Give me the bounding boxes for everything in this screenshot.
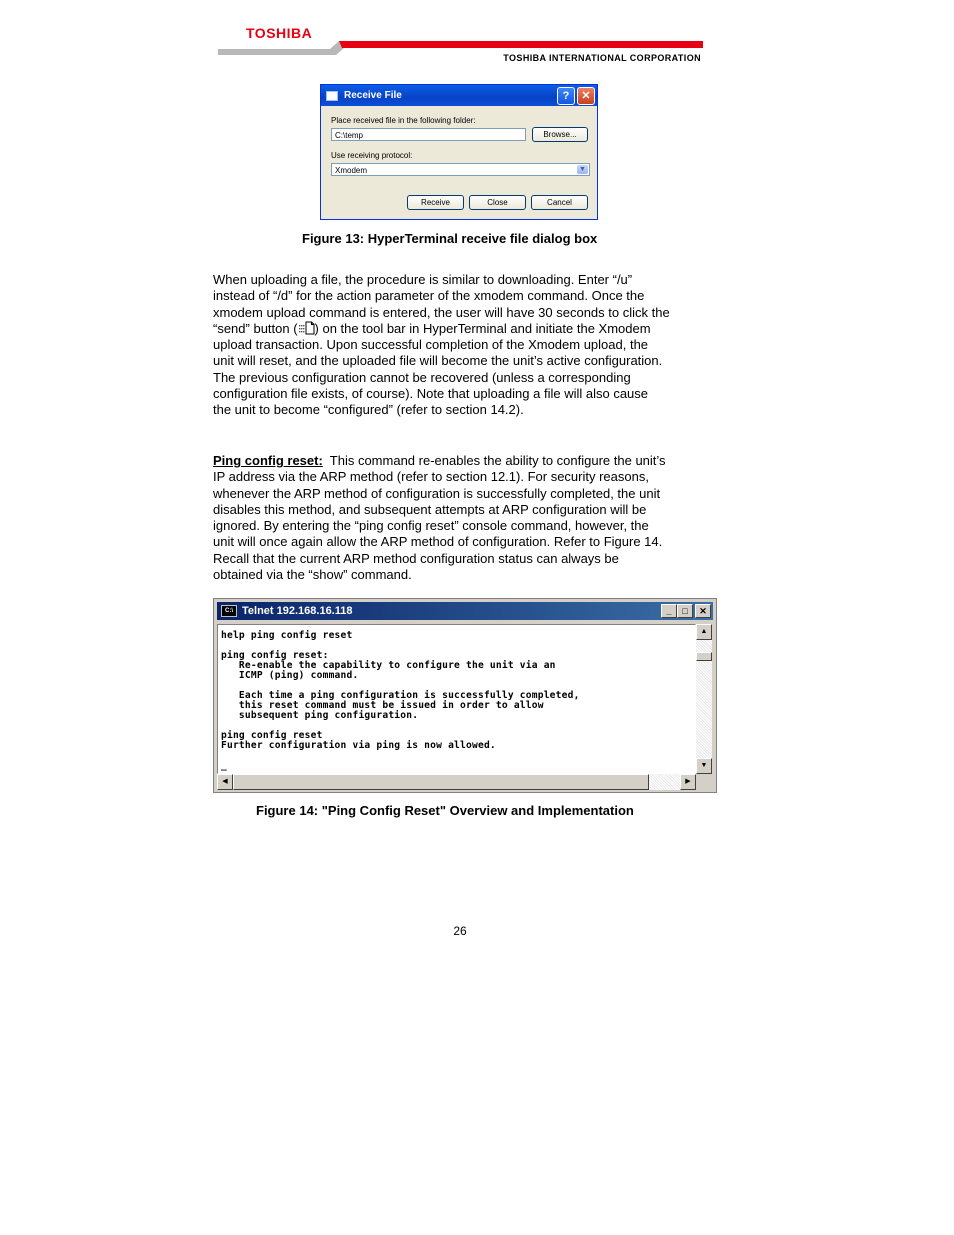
upload-paragraph [213, 272, 708, 419]
folder-input[interactable]: C:\temp [331, 128, 526, 141]
paragraph-line: upload transaction. Upon successful completion of the Xmodem upload, the [213, 337, 649, 353]
scroll-down-icon[interactable]: ▼ [696, 758, 712, 774]
protocol-value: Xmodem [335, 166, 368, 175]
paragraph-line: disables this method, and subsequent attempts at ARP configuration will be [213, 501, 647, 517]
console-icon: C:\ [221, 605, 237, 617]
ping-heading: Ping config reset: [213, 453, 323, 468]
corporation-name: TOSHIBA INTERNATIONAL CORPORATION [503, 53, 701, 63]
scroll-up-icon[interactable]: ▲ [696, 624, 712, 640]
receive-file-dialog [320, 84, 598, 220]
close-button[interactable]: Close [469, 195, 526, 210]
maximize-icon[interactable]: □ [677, 604, 693, 618]
paragraph-line: ignored. By entering the “ping config reset” console command, however, the [213, 518, 649, 534]
scroll-right-icon[interactable]: ▶ [680, 774, 696, 790]
close-icon[interactable]: ✕ [695, 604, 711, 618]
paragraph-line: unit will once again allow the ARP method of configuration. Refer to Figure 14. [213, 534, 663, 550]
toshiba-logo: TOSHIBA [246, 25, 313, 41]
line-rest: This command re-enables the ability to configure the unit’s [322, 453, 666, 468]
line-start: “send” button ( [213, 320, 298, 336]
close-icon[interactable]: ✕ [577, 87, 595, 105]
scroll-thumb[interactable] [233, 774, 649, 790]
dialog-titlebar [321, 85, 597, 106]
dialog-title: Receive File [344, 90, 402, 101]
paragraph-line: obtained via the “show” command. [213, 567, 412, 583]
horizontal-scrollbar[interactable] [217, 774, 696, 790]
folder-label: Place received file in the following folder: [331, 116, 476, 125]
figure-13-caption: Figure 13: HyperTerminal receive file dialog box [302, 231, 598, 246]
paragraph-line [213, 453, 708, 469]
scroll-thumb[interactable] [696, 652, 712, 661]
paragraph-line: configuration file exists, of course). Note that uploading a file will also cause [213, 386, 649, 402]
chevron-down-icon[interactable]: ▼ [577, 165, 588, 174]
help-icon[interactable]: ? [557, 87, 575, 105]
paragraph-line: When uploading a file, the procedure is similar to downloading. Enter “/u” [213, 272, 633, 287]
paragraph-line: unit will reset, and the uploaded file will become the unit’s active configuration. [213, 353, 663, 369]
cancel-button[interactable]: Cancel [531, 195, 588, 210]
paragraph-line [213, 321, 708, 337]
protocol-label: Use receiving protocol: [331, 151, 413, 160]
console-output: help ping config reset ping config reset: Re-enable the capability to configure the unit via an ICMP (ping) command. Each time a ping configuration is successfully completed, this reset command must be issued in order to allow subsequent ping configuration. ping config reset Further configuration via ping is now allowed. _ [221, 630, 580, 771]
telnet-title: Telnet 192.168.16.118 [242, 605, 353, 617]
line-end: ) on the tool bar in HyperTerminal and initiate the Xmodem [314, 320, 651, 336]
paragraph-line: IP address via the ARP method (refer to section 12.1). For security reasons, [213, 469, 649, 485]
paragraph-line: instead of “/d” for the action parameter of the xmodem command. Once the [213, 288, 645, 304]
paragraph-line: The previous configuration cannot be recovered (unless a corresponding [213, 369, 631, 385]
console-screen[interactable] [217, 624, 696, 774]
scroll-left-icon[interactable]: ◀ [217, 774, 233, 790]
figure-14-caption: Figure 14: "Ping Config Reset" Overview and Implementation [256, 803, 634, 818]
page-number: 26 [453, 924, 467, 938]
send-file-icon [298, 321, 315, 335]
minimize-icon[interactable]: _ [661, 604, 677, 618]
ping-paragraph [213, 453, 708, 583]
paragraph-line: the unit to become “configured” (refer to section 14.2). [213, 402, 524, 418]
receive-button[interactable]: Receive [407, 195, 464, 210]
paragraph-line: xmodem upload command is entered, the user will have 30 seconds to click the [213, 304, 670, 320]
paragraph-line: Recall that the current ARP method configuration status can always be [213, 550, 619, 566]
telnet-titlebar [217, 602, 713, 620]
protocol-select[interactable] [331, 163, 590, 176]
telnet-window [213, 598, 717, 793]
paragraph-line: whenever the ARP method of configuration is successfully completed, the unit [213, 485, 661, 501]
browse-button[interactable]: Browse... [532, 127, 588, 142]
vertical-scrollbar[interactable] [696, 624, 712, 774]
window-icon [326, 91, 338, 101]
